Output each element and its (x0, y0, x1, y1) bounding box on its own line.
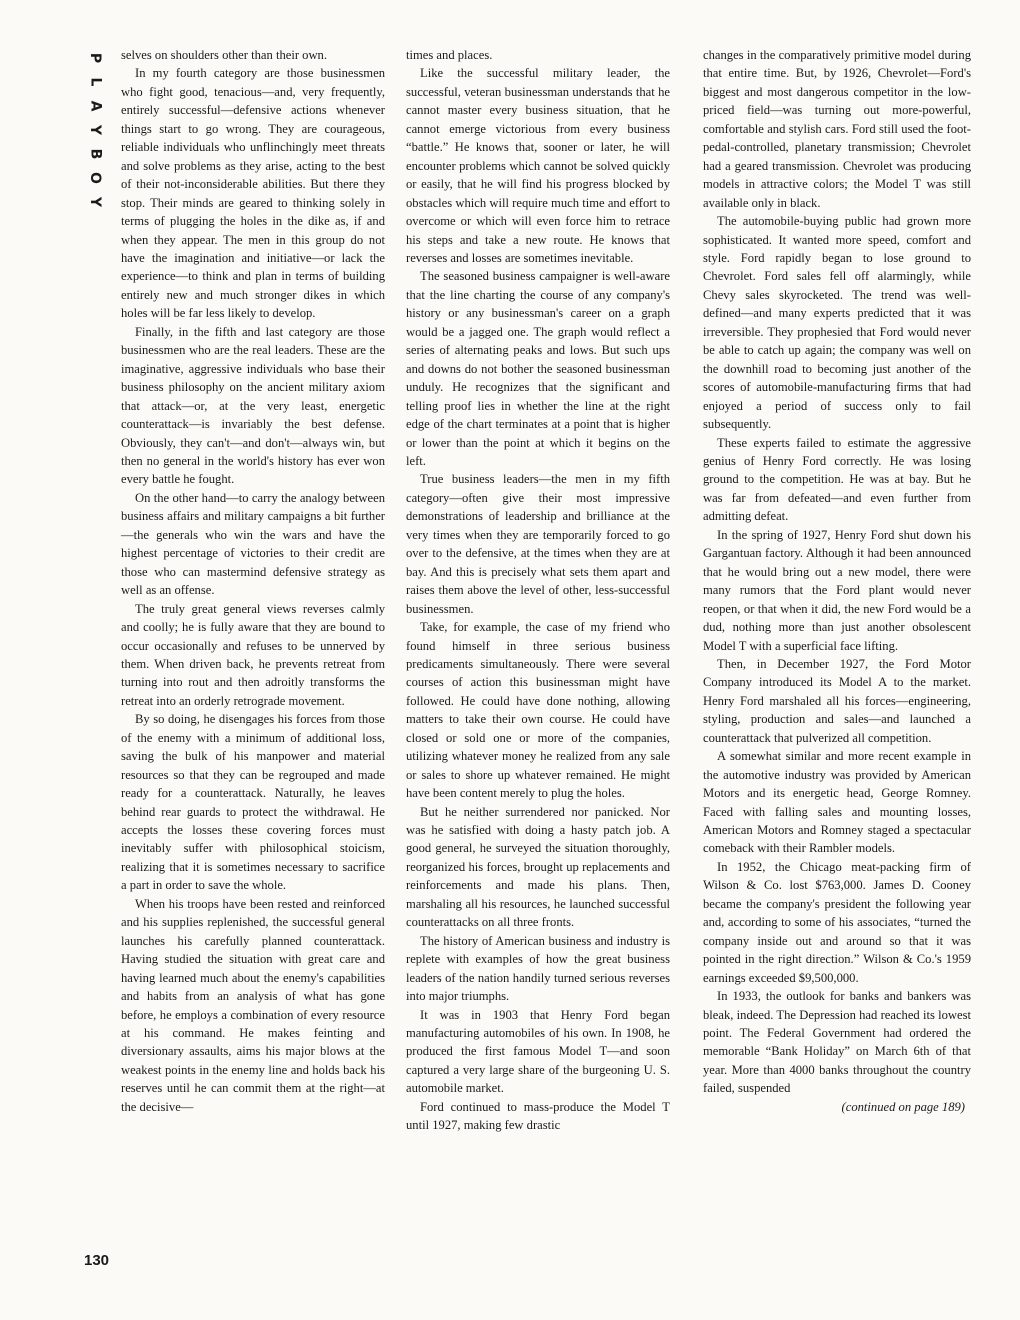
article-paragraph: Ford continued to mass-produce the Model T until 1927, making few drastic (406, 1099, 670, 1133)
article-paragraph: Like the successful military leader, the successful, veteran businessman understands that he cannot master every business situation, that he cannot emerge victorious from every business “battle.” He knows that, sooner or later, he will encounter problems which cannot be solved quickly or easily, that he will find his progress blocked by obstacles which will require much time and effort to overcome or which will even force him to retrace his steps and take a new route. He knows that reverses and losses are sometimes inevitable. (406, 66, 670, 265)
article-paragraph: selves on shoulders other than their own. (121, 48, 328, 62)
article-column-3 (703, 46, 971, 1116)
article-paragraph: On the other hand—to carry the analogy between business affairs and military campaigns a bit further—the generals who win the wars and have the highest percentage of victories to their credit are those who can mastermind defensive strategy as well as an offense. (121, 490, 385, 598)
article-paragraph: The history of American business and industry is replete with examples of how the great business leaders of the nation handily turned serious reverses into major triumphs. (406, 933, 670, 1004)
article-column-1 (121, 46, 385, 1116)
article-paragraph: Finally, in the fifth and last category are those businessmen who are the real leaders. These are the imaginative, aggressive individuals who base their business philosophy on the ancient military axiom that attack—or, at the very least, energetic counterattack—is invariably the best defense. Obviously, they can't—and don't—always win, but then no general in the world's history has ever won every battle he fought. (121, 324, 385, 487)
article-paragraph: When his troops have been rested and reinforced and his supplies replenished, the successful general launches his carefully planned counterattack. Having studied the situation with great care and having learned much about the enemy's capabilities and habits from an analysis of what has gone before, he employs a combination of every resource at his command. He makes feinting and diversionary assaults, aims his major blows at the weakest points in the enemy line and holds back his reserves until he can commit them at the right—at the decisive— (121, 896, 385, 1114)
article-column-2 (406, 46, 670, 1135)
running-head-letter: O (87, 172, 103, 184)
article-paragraph: True business leaders—the men in my fifth category—often give their most impressive demonstrations of leadership and brilliance at the very times when they are temporarily forced to go over to the defensive, at the times when they are at bay. And this is precisely what sets them apart and raises them above the level of other, less-successful businessmen. (406, 472, 670, 616)
article-paragraph: It was in 1903 that Henry Ford began manufacturing automobiles of his own. In 1908, he produced the first famous Model T—and soon captured a very large share of the burgeoning U. S. automobile market. (406, 1007, 670, 1096)
running-head-letter: A (87, 100, 103, 112)
article-paragraph: The automobile-buying public had grown more sophisticated. It wanted more speed, comfort and style. Ford rapidly began to lose ground to Chevrolet. Ford sales fell off alarmingly, while Chevy sales skyrocketed. The trend was well-defined—and many experts predicted that it was irreversible. They prophesied that Ford would never be able to catch up again; the company was well on the downhill road to becoming just another of the scores of automobile-manufacturing firms that had enjoyed a period of success only to fail subsequently. (703, 214, 971, 432)
page-number: 130 (84, 1252, 110, 1269)
article-paragraph: By so doing, he disengages his forces from those of the enemy with a minimum of additional loss, saving the bulk of his manpower and material resources so that they can be regrouped and made ready for a counterattack. Naturally, he leaves behind rear guards to protect the withdrawal. He accepts the losses these covering forces must inevitably suffer with philosophical stoicism, realizing that it is sometimes necessary to sacrifice a part in order to save the whole. (121, 712, 385, 893)
article-paragraph: In 1933, the outlook for banks and bankers was bleak, indeed. The Depression had reached its lowest point. The Federal Government had ordered the memorable “Bank Holiday” on March 6th of that year. More than 4000 banks throughout the country failed, suspended (703, 989, 971, 1096)
article-paragraph: The truly great general views reverses calmly and coolly; he is fully aware that they are bound to occur occasionally and refuses to be unnerved by them. When driven back, he prevents retreat from turning into rout and then adroitly transforms the retreat into an orderly retrograde movement. (121, 601, 385, 708)
article-paragraph: times and places. (406, 48, 493, 62)
article-paragraph: Take, for example, the case of my friend who found himself in three serious business predicaments simultaneously. There were several courses of action this businessman might have followed. He could have done nothing, allowing matters to take their own course. He could have closed or sold one or more of the companies, utilizing whatever money he realized from any sale or sales to shore up whatever remained. He might have been content merely to plug the holes. (406, 620, 670, 801)
running-head-playboy (84, 46, 106, 214)
running-head-letter: B (86, 148, 103, 160)
article-paragraph: But he neither surrendered nor panicked. Nor was he satisfied with doing a hasty patch job. A good general, he surveyed the situation thoroughly, reorganized his forces, brought up replacements and reinforcements and made his plans. Then, marshaling all his resources, he launched successful counterattacks on all three fronts. (406, 804, 670, 930)
running-head-letter: P (86, 52, 103, 64)
article-paragraph: changes in the comparatively primitive model during that entire time. But, by 1926, Chevrolet—Ford's biggest and most dangerous competitor in the low-priced field—was turning out more-powerful, comfortable and stylish cars. Ford still used the foot-pedal-controlled, planetary transmission; Chevrolet had a geared transmission. Chevrolet was producing models in attractive colors; the Model T was still available only in black. (703, 48, 971, 210)
continued-note: (continued on page 189) (841, 1099, 965, 1114)
article-paragraph: The seasoned business campaigner is well-aware that the line charting the course of any company's history or any businessman's career on a graph would be a jagged one. The graph would reflect a series of alternating peaks and lows. But such ups and downs do not bother the seasoned businessman unduly. He recognizes that the significant and telling proof lies in whether the line at the right edge of the chart terminates at a point that is higher or lower than the point at which it begins on the left. (406, 269, 670, 468)
running-head-letter: L (86, 77, 103, 87)
article-paragraph: In 1952, the Chicago meat-packing firm of Wilson & Co. lost $763,000. James D. Cooney became the company's president the following year and, according to some of his associates, “turned the company inside out and around so that it was pointed in the right direction.” Wilson & Co.'s 1959 earnings exceeded $9,500,000. (703, 859, 971, 985)
article-paragraph: These experts failed to estimate the aggressive genius of Henry Ford correctly. He was losing ground to the competition. He was at bay. But he was far from defeated—and even further from admitting defeat. (703, 435, 971, 524)
running-head-letter: Y (86, 196, 103, 208)
running-head-letter: Y (86, 124, 103, 136)
article-paragraph: Then, in December 1927, the Ford Motor Company introduced its Model A to the market. Henry Ford marshaled all his forces—engineering, styling, production and sales—and launched a counterattack that pulverized all competition. (703, 656, 971, 745)
article-paragraph: A somewhat similar and more recent example in the automotive industry was provided by American Motors and its energetic head, George Romney. Faced with falling sales and mounting losses, American Motors and Romney staged a spectacular comeback with their Rambler models. (703, 749, 971, 856)
article-paragraph: In the spring of 1927, Henry Ford shut down his Gargantuan factory. Although it had been announced that he would bring out a new model, there were many rumors that the Ford plant would never reopen, or that when it did, the new Ford would be a dud, nothing more than just another obsolescent Model T with a superficial face lifting. (703, 527, 971, 653)
article-paragraph: In my fourth category are those businessmen who fight good, tenacious—and, very frequently, entirely successful—defensive actions whenever things start to go wrong. They are courageous, reliable individuals who unflinchingly meet threats and solve problems as they arise, acting to the best of their not-inconsiderable abilities. But there they stop. Their minds are geared to thinking solely in terms of plugging the holes in the dike as, if and when they appear. The men in this group do not have the imagination and initiative—or lack the experience—to think and plan in terms of building entirely new and much stronger dikes in which holes will be far less likely to develop. (121, 66, 385, 321)
